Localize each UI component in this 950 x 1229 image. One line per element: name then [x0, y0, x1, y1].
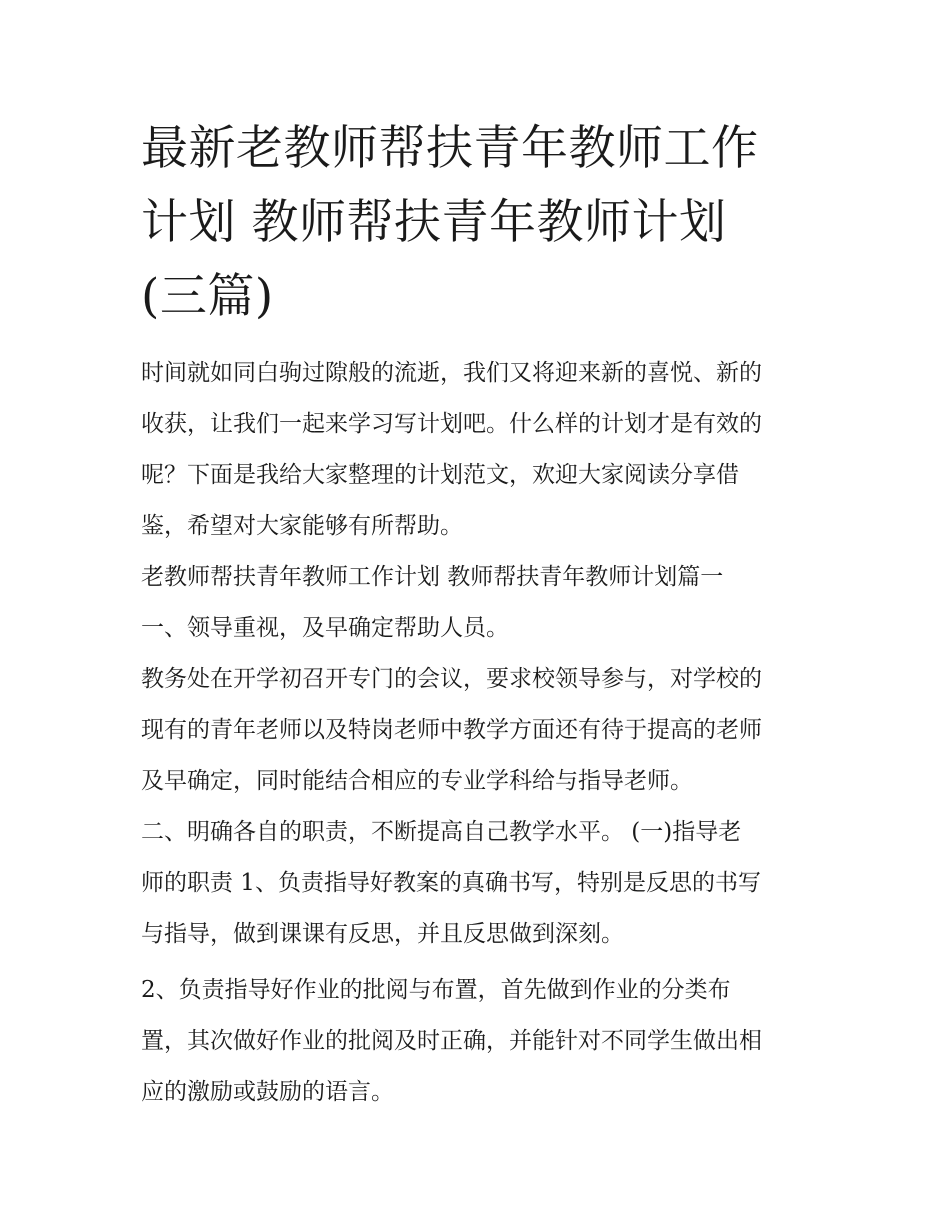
text-line: 教务处在开学初召开专门的会议，要求校领导参与，对学校的: [141, 666, 762, 692]
text-line: 呢？下面是我给大家整理的计划范文，欢迎大家阅读分享借: [141, 462, 739, 488]
document-page: [141, 112, 813, 1118]
text-line: 师的职责 1、负责指导好教案的真确书写，特别是反思的书写: [141, 870, 761, 896]
text-line: 时间就如同白驹过隙般的流逝，我们又将迎来新的喜悦、新的: [141, 360, 762, 386]
text-line: 现有的青年老师以及特岗老师中教学方面还有待于提高的老师: [141, 717, 762, 743]
title-line: 最新老教师帮扶青年教师工作: [141, 121, 759, 176]
text-line: 老教师帮扶青年教师工作计划 教师帮扶青年教师计划篇一: [141, 564, 724, 590]
document-title: [141, 112, 813, 334]
intro-paragraph: [141, 348, 813, 552]
body-paragraph: [141, 965, 813, 1118]
text-line: 2、负责指导好作业的批阅与布置，首先做到作业的分类布: [141, 977, 731, 1003]
text-line: 与指导，做到课课有反思，并且反思做到深刻。: [141, 921, 624, 947]
title-line: (三篇): [141, 269, 274, 324]
text-line: 鉴，希望对大家能够有所帮助。: [141, 513, 463, 539]
text-line: 及早确定，同时能结合相应的专业学科给与指导老师。: [141, 768, 693, 794]
body-paragraph: [141, 807, 813, 960]
section-heading: [141, 552, 813, 603]
item-heading: [141, 603, 813, 654]
title-line: 计划 教师帮扶青年教师计划: [141, 195, 727, 250]
body-paragraph: [141, 654, 813, 807]
text-line: 收获，让我们一起来学习写计划吧。什么样的计划才是有效的: [141, 411, 762, 437]
text-line: 应的激励或鼓励的语言。: [141, 1079, 394, 1105]
text-line: 置，其次做好作业的批阅及时正确，并能针对不同学生做出相: [141, 1028, 762, 1054]
text-line: 一、领导重视，及早确定帮助人员。: [141, 615, 509, 641]
text-line: 二、明确各自的职责，不断提高自己教学水平。 (一)指导老: [141, 819, 742, 845]
document-body: [141, 348, 813, 1118]
